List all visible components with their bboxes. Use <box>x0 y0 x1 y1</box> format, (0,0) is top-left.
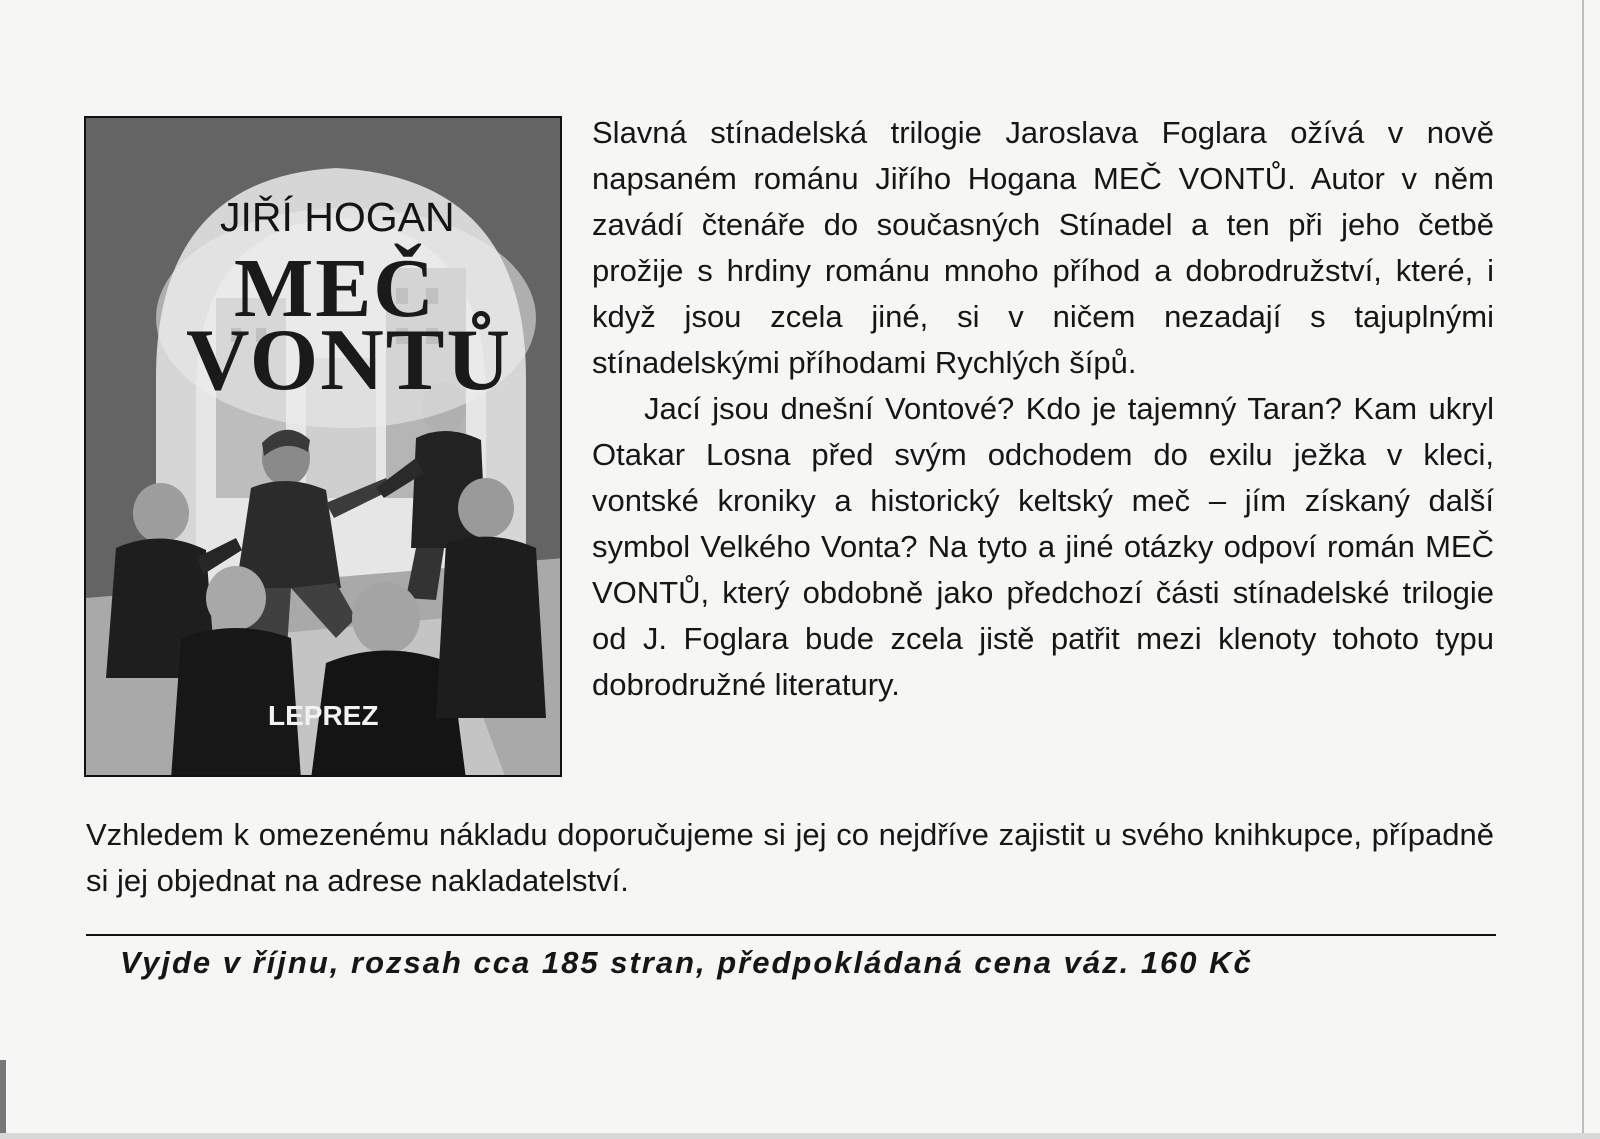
scan-edge-bottom <box>0 1133 1600 1139</box>
cover-title-line1: MEČ <box>234 242 436 335</box>
scan-edge-right <box>1582 0 1584 1139</box>
description-paragraph-2: Jací jsou dnešní Vontové? Kdo je tajemný Taran? Kam ukryl Otakar Losna před svým odchodem do exilu ježka v kleci, vontské kroniky a historický keltský meč – jím získaný další symbol Velkého Vonta? Na tyto a jiné otázky odpoví román MEČ VONTŮ, který obdobně jako předchozí části stínadelské trilogie od J. Foglara bude zcela jistě patřit mezi klenoty tohoto typu dobrodružné literatury. <box>592 391 1494 702</box>
divider <box>86 934 1496 936</box>
book-cover <box>84 116 562 777</box>
cover-author: JIŘÍ HOGAN <box>220 194 455 240</box>
recommendation-text: Vzhledem k omezenému nákladu doporučujeme si jej co nejdříve zajistit u svého knihkupce, případně si jej objednat na adrese nakladatelství. <box>86 817 1494 898</box>
book-description <box>592 110 1494 708</box>
cover-title-line2: VONTŮ <box>186 312 513 409</box>
scan-edge-left <box>0 1060 6 1139</box>
cover-publisher: LEPREZ <box>268 700 379 731</box>
description-paragraph-1: Slavná stínadelská trilogie Jaroslava Foglara ožívá v nově napsaném románu Jiřího Hogana MEČ VONTŮ. Autor v něm zavádí čtenáře do současných Stínadel a ten při jeho četbě prožije s hrdiny románu mnoho příhod a dobrodružství, které, i když jsou zcela jiné, si v ničem nezadají s tajuplnými stínadelskými příhodami Rychlých šípů. <box>592 115 1494 380</box>
release-info: Vyjde v říjnu, rozsah cca 185 stran, předpokládaná cena váz. 160 Kč <box>120 945 1253 980</box>
